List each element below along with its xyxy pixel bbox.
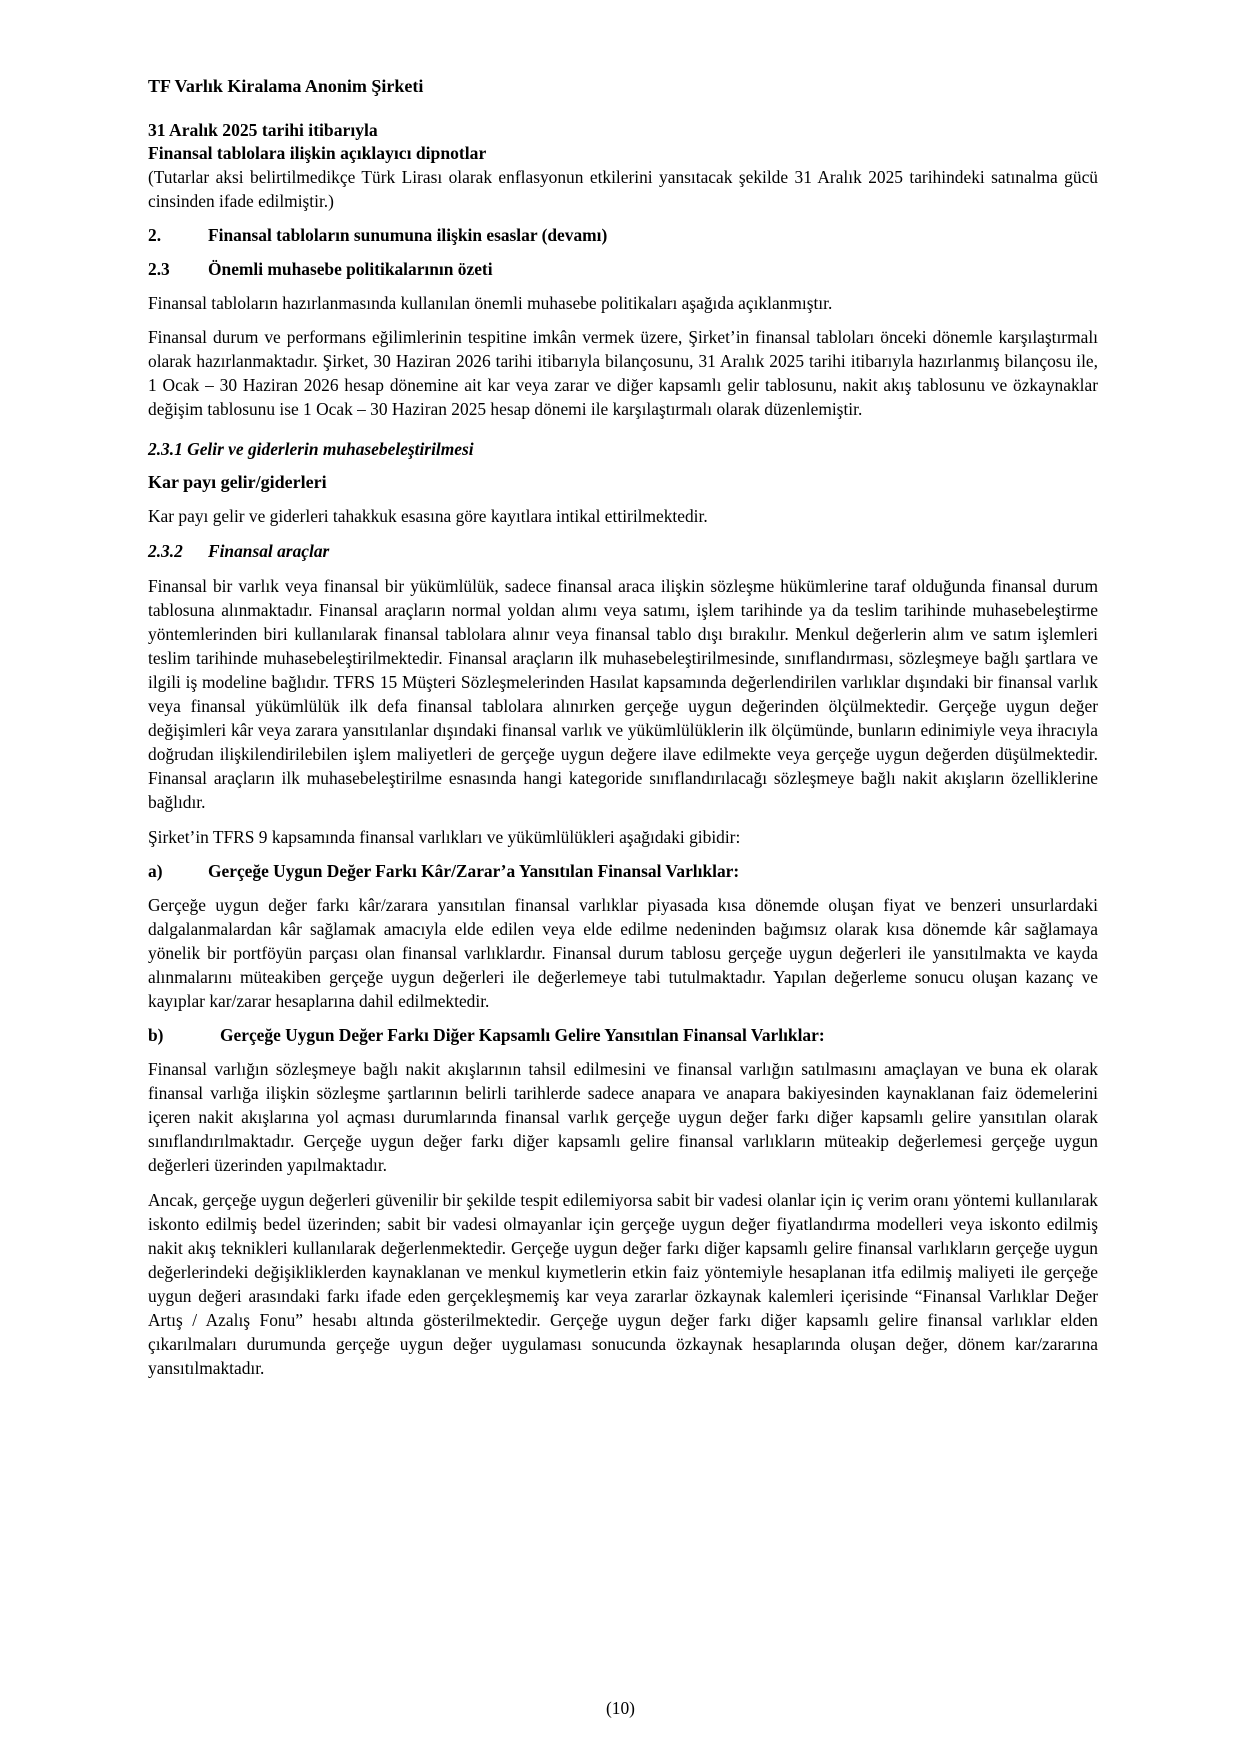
document-page (148, 74, 1098, 1390)
currency-note: (Tutarlar aksi belirtilmedikçe Türk Lirası olarak enflasyonun etkilerini yansıtacak şekilde 31 Aralık 2025 tarihindeki satınalma gücü cinsinden ifade edilmiştir.) (148, 167, 1098, 211)
item-b-label: b) (148, 1025, 164, 1046)
section-2-heading (148, 223, 1098, 247)
section-2-3-title: Önemli muhasebe politikalarının özeti (208, 259, 493, 279)
section-2-3-1-subheading: Kar payı gelir/giderleri (148, 472, 327, 493)
section-2-number: 2. (148, 225, 162, 245)
report-date-line: 31 Aralık 2025 tarihi itibarıyla (148, 120, 378, 140)
section-2-3-heading (148, 257, 1098, 281)
item-a-paragraph: Gerçeğe uygun değer farkı kâr/zarara yansıtılan finansal varlıklar piyasada kısa dönemde oluşan fiyat ve benzeri unsurlardaki dalgalanmalardan kâr sağlamak amacıyla elde edilen veya elde edilme nedeninden bağımsız olarak kısa dönemde kâr sağlamaya yönelik bir portföyün parçası olan finansal varlıklardır. Finansal durum tablosu gerçeğe uygun değerleri ile yansıtılmakta ve kayda alınmalarını müteakiben gerçeğe uygun değerleri ile değerlemeye tabi tutulmaktadır. Yapılan değerleme sonucu oluşan kazanç ve kayıplar kar/zarar hesaplarına dahil edilmektedir. (148, 894, 1098, 1011)
section-2-3-1-heading: 2.3.1 Gelir ve giderlerin muhasebeleştirilmesi (148, 439, 474, 460)
section-2-3-2-number: 2.3.2 (148, 540, 183, 561)
item-b-paragraph-1: Finansal varlığın sözleşmeye bağlı nakit akışlarının tahsil edilmesini ve finansal varlığın satılmasını amaçlayan ve buna ek olarak finansal varlığa ilişkin sözleşme şartlarının belirli tarihlerde sadece anapara ve anapara bakiyesinden kaynaklanan faiz ödemelerini içeren nakit akışlarına yol açması durumlarında finansal varlık gerçeğe uygun değer farkı diğer kapsamlı gelire yansıtılan olarak sınıflandırılmaktadır. Gerçeğe uygun değer farkı diğer kapsamlı gelire finansal varlıkların müteakip değerlemesi gerçeğe uygun değerleri üzerinden yapılmaktadır. (148, 1059, 1098, 1176)
section-2-title: Finansal tabloların sunumuna ilişkin esaslar (devamı) (208, 225, 608, 245)
company-name: TF Varlık Kiralama Anonim Şirketi (148, 76, 424, 96)
section-2-3-paragraph-1: Finansal tabloların hazırlanmasında kullanılan önemli muhasebe politikaları aşağıda açıklanmıştır. (148, 293, 833, 313)
section-2-3-2-paragraph-1: Finansal bir varlık veya finansal bir yükümlülük, sadece finansal araca ilişkin sözleşme hükümlerine taraf olduğunda finansal durum tablosuna alınmaktadır. Finansal araçların normal yoldan alımı veya satımı, işlem tarihinde ya da teslim tarihinde muhasebeleştirme yöntemlerinden biri kullanılarak finansal tablolara alınır veya finansal tablo dışı bırakılır. Menkul değerlerin alım ve satım işlemleri teslim tarihinde muhasebeleştirilmektedir. Finansal araçların ilk muhasebeleştirilmesinde, sınıflandırması, sözleşmeye bağlı şartlara ve ilgili iş modeline bağlıdır. TFRS 15 Müşteri Sözleşmelerinden Hasılat kapsamında değerlendirilen varlıklar dışındaki bir finansal varlık veya finansal yükümlülük ilk defa finansal tablolara alınırken gerçeğe uygun değerinden ölçülmektedir. Gerçeğe uygun değer değişimleri kâr veya zarara yansıtılanlar dışındaki finansal varlık ve yükümlülüklerin ilk ölçümünde, bunların edinimiyle veya ihracıyla doğrudan ilişkilendirilebilen işlem maliyetleri de gerçeğe uygun değere ilave edilmekte veya gerçeğe uygun değerden düşülmektedir. Finansal araçların ilk muhasebeleştirilme esnasında hangi kategoride sınıflandırılacağı sözleşmeye bağlı nakit akışların özelliklerine bağlıdır. (148, 575, 1098, 813)
section-2-3-2-heading (148, 539, 1098, 563)
section-2-3-1-paragraph: Kar payı gelir ve giderleri tahakkuk esasına göre kayıtlara intikal ettirilmektedir. (148, 506, 708, 527)
item-a-label: a) (148, 860, 163, 881)
section-2-3-2-paragraph-2: Şirket’in TFRS 9 kapsamında finansal varlıkları ve yükümlülükleri aşağıdaki gibidir: (148, 826, 741, 847)
item-b-paragraph-2: Ancak, gerçeğe uygun değerleri güvenilir bir şekilde tespit edilemiyorsa sabit bir vadesi olanlar için iç verim oranı yöntemi kullanılarak iskonto edilmiş bedel üzerinden; sabit bir vadesi olmayanlar için gerçeğe uygun değer fiyatlandırma modelleri veya iskonto edilmiş nakit akış teknikleri kullanılarak değerlenmektedir. Gerçeğe uygun değer farkı diğer kapsamlı gelire finansal varlıkların gerçeğe uygun değerlerindeki değişikliklerden kaynaklanan ve menkul kıymetlerin etkin faiz yöntemiyle hesaplanan itfa edilmiş maliyeti ile gerçeğe uygun değeri arasındaki farkı ifade eden gerçekleşmemiş kar veya zararlar özkaynak kalemleri içerisinde “Finansal Varlıklar Değer Artış / Azalış Fonu” hesabı altında gösterilmektedir. Gerçeğe uygun değer farkı diğer kapsamlı gelire finansal varlıklar elden çıkarılmaları durumunda gerçeğe uygun değer uygulaması sonucunda özkaynak hesaplarında oluşan değer, dönem kar/zararına yansıtılmaktadır. (148, 1189, 1098, 1379)
item-a-title: Gerçeğe Uygun Değer Farkı Kâr/Zarar’a Yansıtılan Finansal Varlıklar: (208, 860, 740, 881)
item-b-heading (148, 1023, 1098, 1047)
section-2-3-2-title: Finansal araçlar (208, 540, 330, 561)
page-number: (10) (606, 1698, 635, 1718)
item-b-title: Gerçeğe Uygun Değer Farkı Diğer Kapsamlı Gelire Yansıtılan Finansal Varlıklar: (220, 1025, 825, 1046)
section-2-3-number: 2.3 (148, 259, 170, 279)
report-title-line: Finansal tablolara ilişkin açıklayıcı dipnotlar (148, 143, 487, 163)
item-a-heading (148, 859, 1098, 883)
section-2-3-paragraph-2: Finansal durum ve performans eğilimlerinin tespitine imkân vermek üzere, Şirket’in finansal tabloları önceki dönemle karşılaştırmalı olarak hazırlanmaktadır. Şirket, 30 Haziran 2026 tarihi itibarıyla bilançosunu, 31 Aralık 2025 tarihi itibarıyla hazırlanmış bilançosu ile, 1 Ocak – 30 Haziran 2026 hesap dönemine ait kar veya zarar ve diğer kapsamlı gelir tablosunu, nakit akış tablosunu ve özkaynaklar değişim tablosunu ise 1 Ocak – 30 Haziran 2025 hesap dönemi ile karşılaştırmalı olarak düzenlemiştir. (148, 327, 1098, 420)
